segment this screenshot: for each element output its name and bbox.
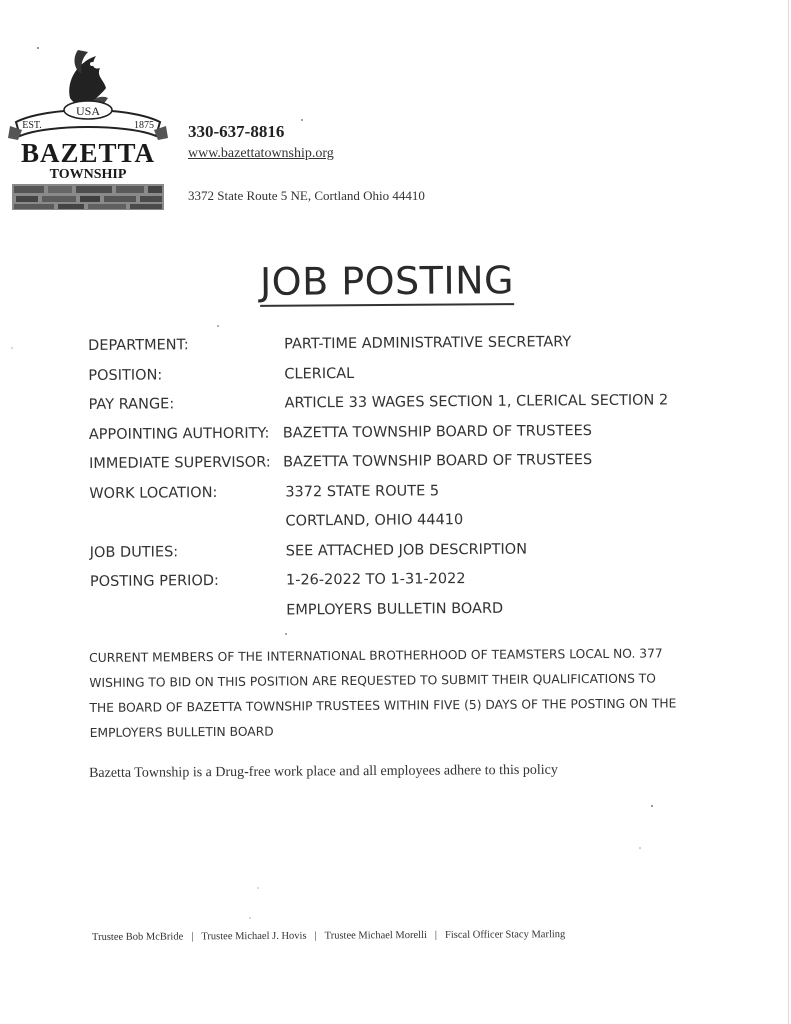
field-label: POSTING PERIOD: xyxy=(89,572,219,590)
logo-year: 1875 xyxy=(134,120,154,131)
footer-separator: | xyxy=(434,929,438,941)
footer-item: Trustee Michael J. Hovis xyxy=(201,930,307,943)
field-value: ARTICLE 33 WAGES SECTION 1, CLERICAL SECTION 2 xyxy=(284,392,669,412)
footer-item: Trustee Bob McBride xyxy=(92,931,184,943)
field-value: CORTLAND, OHIO 44410 xyxy=(285,512,464,530)
footer-officials xyxy=(92,928,692,943)
field-label: IMMEDIATE SUPERVISOR: xyxy=(88,454,271,472)
footer-separator: | xyxy=(314,930,317,942)
union-notice xyxy=(89,641,710,746)
field-value: EMPLOYERS BULLETIN BOARD xyxy=(286,600,504,618)
footer-item: Trustee Michael Morelli xyxy=(324,929,427,942)
stone-wall-graphic xyxy=(12,184,164,210)
page-title: JOB POSTING xyxy=(260,257,514,307)
field-label: JOB DUTIES: xyxy=(89,543,179,561)
field-label: DEPARTMENT: xyxy=(88,337,189,354)
footer-separator: | xyxy=(191,931,194,943)
posting-fields xyxy=(88,325,730,625)
field-value: SEE ATTACHED JOB DESCRIPTION xyxy=(285,541,528,559)
logo-subname: TOWNSHIP xyxy=(49,167,127,182)
field-label: WORK LOCATION: xyxy=(89,484,218,502)
notice-line: WISHING TO BID ON THIS POSITION ARE REQUESTED TO SUBMIT THEIR QUALIFICATIONS TO xyxy=(89,671,657,690)
notice-line: CURRENT MEMBERS OF THE INTERNATIONAL BROTHERHOOD OF TEAMSTERS LOCAL NO. 377 xyxy=(89,646,663,665)
township-logo xyxy=(8,40,168,215)
footer-item: Fiscal Officer Stacy Marling xyxy=(444,929,566,941)
contact-website[interactable]: www.bazettatownship.org xyxy=(188,146,334,161)
field-value: PART-TIME ADMINISTRATIVE SECRETARY xyxy=(284,334,572,353)
field-row-posting-location xyxy=(90,590,730,625)
field-value: BAZETTA TOWNSHIP BOARD OF TRUSTEES xyxy=(282,422,593,441)
logo-banner-text: USA xyxy=(75,104,101,118)
drug-free-policy: Bazetta Township is a Drug-free work place and all employees adhere to this policy xyxy=(89,762,558,781)
field-value: CLERICAL xyxy=(284,365,355,382)
field-label: APPOINTING AUTHORITY: xyxy=(88,425,270,443)
field-value: 3372 STATE ROUTE 5 xyxy=(285,482,440,500)
scan-edge xyxy=(788,0,789,1024)
logo-est-label: EST. xyxy=(22,120,42,131)
contact-phone: 330-637-8816 xyxy=(188,122,285,141)
field-value: BAZETTA TOWNSHIP BOARD OF TRUSTEES xyxy=(282,452,593,471)
field-label: PAY RANGE: xyxy=(88,396,175,413)
notice-line: EMPLOYERS BULLETIN BOARD xyxy=(89,724,274,740)
contact-address: 3372 State Route 5 NE, Cortland Ohio 44410 xyxy=(188,188,425,203)
logo-name: BAZETTA xyxy=(20,138,156,168)
field-value: 1-26-2022 TO 1-31-2022 xyxy=(285,571,466,589)
notice-line: THE BOARD OF BAZETTA TOWNSHIP TRUSTEES WITHIN FIVE (5) DAYS OF THE POSTING ON THE xyxy=(89,696,677,715)
field-label: POSITION: xyxy=(88,366,163,384)
